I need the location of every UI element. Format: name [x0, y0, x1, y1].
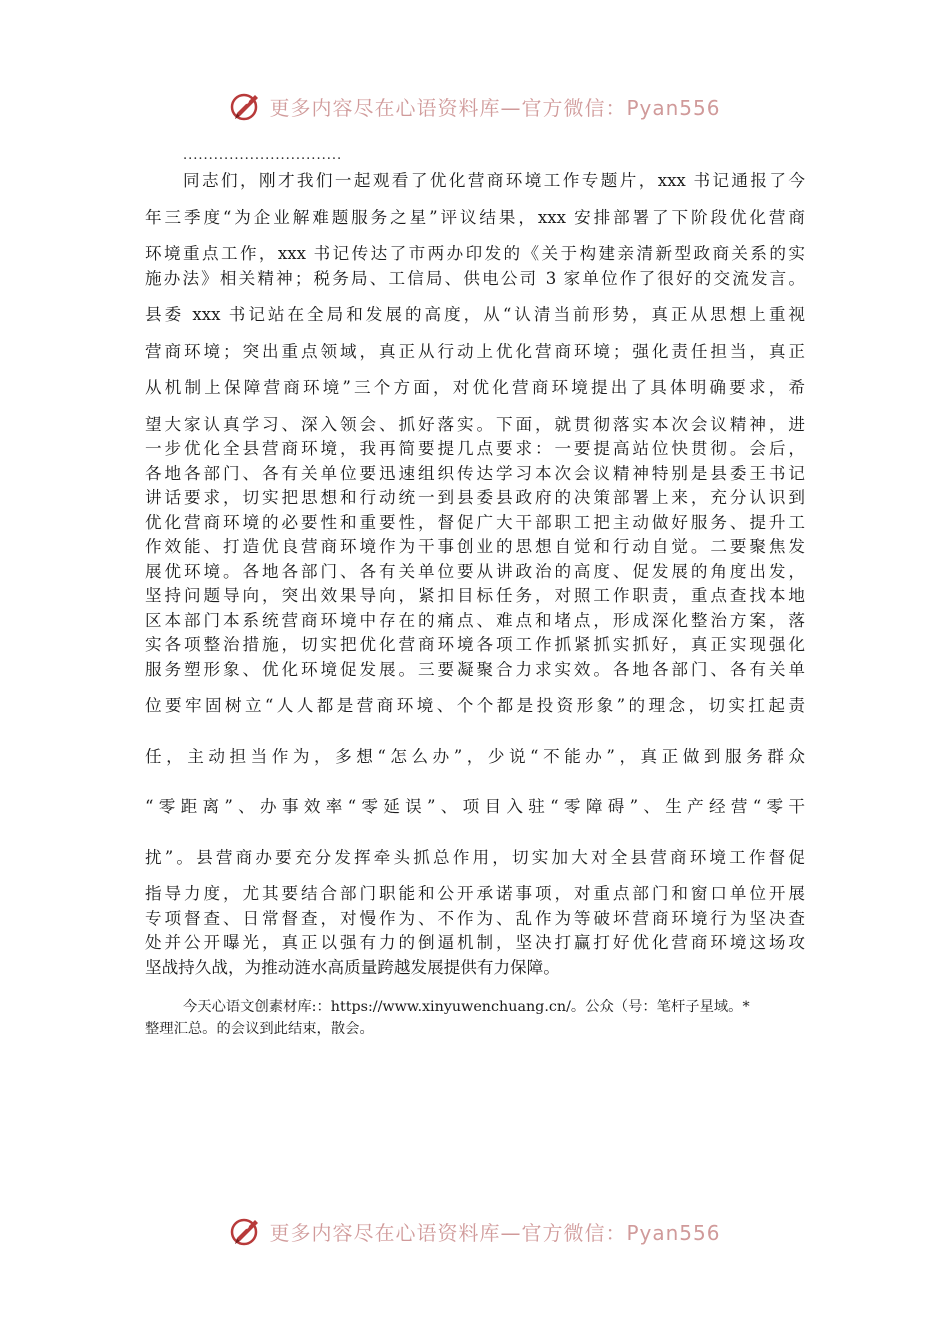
paragraph-line: 县委 xxx 书记站在全局和发展的高度，从“认清当前形势，真正从思想上重视 — [145, 305, 805, 324]
paragraph-line: 年三季度“为企业解难题服务之星”评议结果，xxx 安排部署了下阶段优化营商 — [145, 207, 805, 227]
paragraph-line: 优化营商环境的必要性和重要性，督促广大干部职工把主动做好服务、提升工 — [145, 512, 805, 532]
paragraph-line: 展优环境。各地各部门、各有关单位要从讲政治的高度、促发展的角度出发， — [145, 561, 805, 581]
paragraph-line: 任，主动担当作为，多想“怎么办”，少说“不能办”，真正做到服务群众 — [145, 746, 805, 766]
paragraph-line: 扰”。县营商办要充分发挥牵头抓总作用，切实加大对全县营商环境工作督促 — [145, 847, 805, 867]
paragraph-line: 专项督查、日常督查，对慢作为、不作为、乱作为等破坏营商环境行为坚决查 — [145, 908, 805, 928]
paragraph-line: 实各项整治措施，切实把优化营商环境各项工作抓紧抓实抓好，真正实现强化 — [145, 635, 805, 654]
paragraph-line: “零距离”、办事效率“零延误”、项目入驻“零障碍”、生产经营“零干 — [145, 797, 805, 816]
main-paragraph — [145, 169, 805, 980]
closing-line: 整理汇总。的会议到此结束，散会。 — [145, 1021, 374, 1037]
pen-logo-icon — [229, 89, 263, 123]
paragraph-line: 望大家认真学习、深入领会、抓好落实。下面，就贯彻落实本次会议精神，进 — [145, 414, 805, 434]
paragraph-line: 一步优化全县营商环境，我再简要提几点要求：一要提高站位快贯彻。会后， — [145, 439, 805, 458]
paragraph-line: 作效能、打造优良营商环境作为干事创业的思想自觉和行动自觉。二要聚焦发 — [145, 537, 805, 556]
watermark-header — [0, 84, 950, 128]
paragraph-line: 营商环境；突出重点领域，真正从行动上优化营商环境；强化责任担当，真正 — [145, 341, 805, 361]
paragraph-line: 环境重点工作，xxx 书记传达了市两办印发的《关于构建亲清新型政商关系的实 — [145, 244, 805, 263]
paragraph-line: 坚持问题导向，突出效果导向，紧扣目标任务，对照工作职责，重点查找本地 — [145, 586, 805, 605]
paragraph-line: 服务塑形象、优化环境促发展。三要凝聚合力求实效。各地各部门、各有关单 — [145, 659, 805, 679]
paragraph-line: 区本部门本系统营商环境中存在的痛点、难点和堵点，形成深化整治方案，落 — [145, 610, 805, 630]
paragraph-line: 位要牢固树立“人人都是营商环境、个个都是投资形象”的理念，切实扛起责 — [145, 696, 805, 715]
paragraph-line: 各地各部门、各有关单位要迅速组织传达学习本次会议精神特别是县委王书记 — [145, 463, 805, 483]
paragraph-line: 处并公开曝光，真正以强有力的倒逼机制，坚决打赢打好优化营商环境这场攻 — [145, 933, 805, 952]
paragraph-line: 指导力度，尤其要结合部门职能和公开承诺事项，对重点部门和窗口单位开展 — [145, 884, 805, 903]
paragraph-line: 讲话要求，切实把思想和行动统一到县委县政府的决策部署上来，充分认识到 — [145, 488, 805, 507]
closing-line: 今天心语文创素材库:：https://www.xinyuwenchuang.cn/。公众（号：笔杆子星域。* — [183, 999, 750, 1015]
paragraph-line: 同志们，刚才我们一起观看了优化营商环境工作专题片，xxx 书记通报了今 — [183, 171, 805, 190]
watermark-footer — [0, 1209, 950, 1253]
watermark-text: 更多内容尽在心语资料库—官方微信：Pyan556 — [269, 95, 721, 120]
paragraph-line: 施办法》相关精神；税务局、工信局、供电公司 3 家单位作了很好的交流发言。 — [145, 268, 805, 288]
paragraph-line: 从机制上保障营商环境”三个方面，对优化营商环境提出了具体明确要求，希 — [145, 378, 805, 397]
dotted-leader: ............................... — [183, 148, 343, 163]
closing-paragraph — [145, 996, 805, 1040]
pen-logo-icon — [229, 1214, 263, 1248]
document-body — [145, 148, 805, 1040]
paragraph-line: 坚战持久战，为推动涟水高质量跨越发展提供有力保障。 — [145, 957, 560, 977]
watermark-text: 更多内容尽在心语资料库—官方微信：Pyan556 — [269, 1220, 721, 1245]
